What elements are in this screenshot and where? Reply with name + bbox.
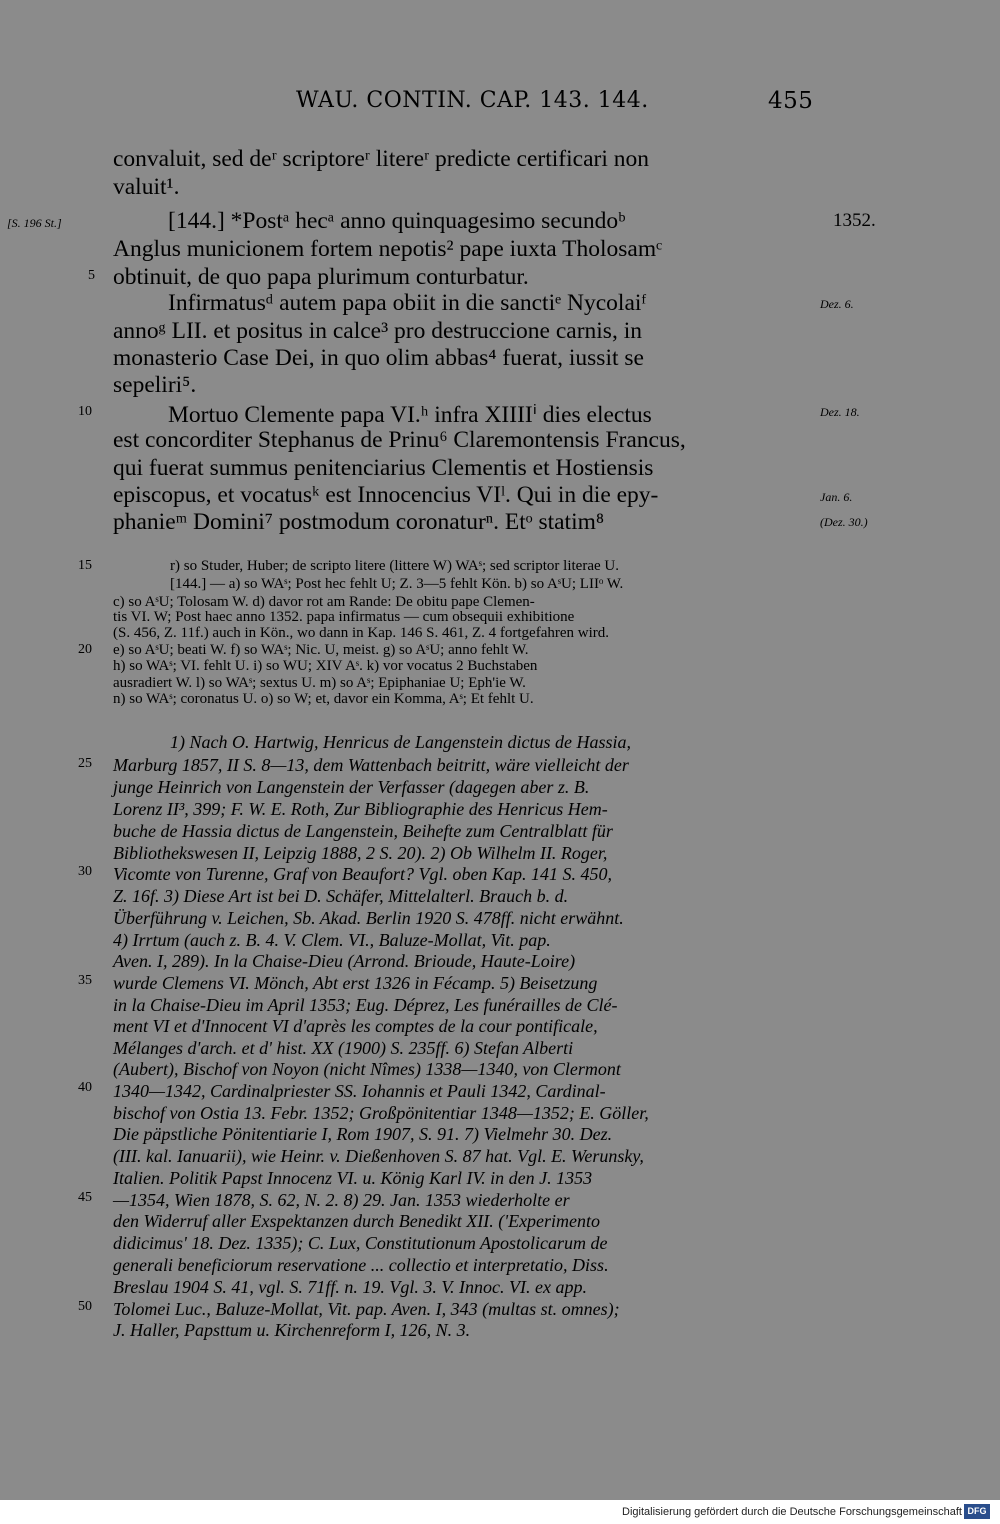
apparatus-line: r) so Studer, Huber; de scripto litere (littere W) WAˢ; sed scriptor literae U.: [170, 558, 619, 574]
line-number: 30: [78, 864, 92, 879]
margin-date: (Dez. 30.): [820, 515, 868, 529]
line-number: 35: [78, 973, 92, 988]
footnote-line: Aven. I, 289). In la Chaise-Dieu (Arrond. Brioude, Haute-Loire): [113, 951, 576, 971]
main-line: phanieᵐ Domini⁷ postmodum coronaturⁿ. Etᵒ statim⁸: [113, 509, 605, 535]
footnote-line: Die päpstliche Pönitentiarie I, Rom 1907, S. 91. 7) Vielmehr 30. Dez.: [113, 1124, 613, 1144]
apparatus-line: ausradiert W. l) so WAˢ; sextus U. m) so Aˢ; Epiphaniae U; Eph'ie W.: [113, 675, 526, 691]
footnote-line: wurde Clemens VI. Mönch, Abt erst 1326 in Fécamp. 5) Beisetzung: [113, 973, 598, 993]
margin-reference: [S. 196 St.]: [7, 216, 62, 230]
apparatus-line: n) so WAˢ; coronatus U. o) so W; et, davor ein Komma, Aˢ; Et fehlt U.: [113, 691, 534, 707]
main-line: monasterio Case Dei, in quo olim abbas⁴ fuerat, iussit se: [113, 345, 644, 371]
footnote-line: Italien. Politik Papst Innocenz VI. u. König Karl IV. in den J. 1353: [113, 1168, 593, 1188]
line-number: 5: [88, 268, 95, 283]
main-line: Mortuo Clemente papa VI.ʰ infra XIIIIⁱ dies electus: [168, 402, 652, 428]
main-line: episcopus, et vocatusᵏ est Innocencius VIˡ. Qui in die epy-: [113, 482, 659, 508]
line-number: 50: [78, 1299, 92, 1314]
line-number: 25: [78, 756, 92, 771]
footnote-line: buche de Hassia dictus de Langenstein, Beihefte zum Centralblatt für: [113, 821, 613, 841]
apparatus-line: (S. 456, Z. 11f.) auch in Kön., wo dann in Kap. 146 S. 461, Z. 4 fortgefahren wird.: [113, 625, 610, 641]
footnote-line: junge Heinrich von Langenstein der Verfasser (dagegen aber z. B.: [113, 777, 590, 797]
main-line: valuit¹.: [113, 174, 180, 200]
footnote-line: in la Chaise-Dieu im April 1353; Eug. Déprez, Les funérailles de Clé-: [113, 995, 618, 1015]
line-number: 15: [78, 558, 92, 573]
main-line: Infirmatusᵈ autem papa obiit in die sanctiᵉ Nycolaiᶠ: [168, 290, 647, 316]
line-number: 45: [78, 1190, 92, 1205]
footnote-line: Bibliothekswesen II, Leipzig 1888, 2 S. 20). 2) Ob Wilhelm II. Roger,: [113, 843, 608, 863]
main-line: obtinuit, de quo papa plurimum conturbatur.: [113, 264, 529, 290]
line-number: 40: [78, 1080, 92, 1095]
footnote-line: Vicomte von Turenne, Graf von Beaufort? Vgl. oben Kap. 141 S. 450,: [113, 864, 612, 884]
apparatus-line: h) so WAˢ; VI. fehlt U. i) so WU; XIV Aˢ. k) vor vocatus 2 Buchstaben: [113, 658, 538, 674]
footnote-line: generali beneficiorum reservatione ... collectio et interpretatio, Diss.: [113, 1255, 609, 1275]
footnote-line: Überführung v. Leichen, Sb. Akad. Berlin 1920 S. 478ff. nicht erwähnt.: [113, 908, 624, 928]
footnote-line: bischof von Ostia 13. Febr. 1352; Großpönitentiar 1348—1352; E. Göller,: [113, 1103, 649, 1123]
footnote-line: 1340—1342, Cardinalpriester SS. Iohannis et Pauli 1342, Cardinal-: [113, 1081, 606, 1101]
running-title: WAU. CONTIN. CAP. 143. 144.: [296, 88, 649, 113]
footnote-line: J. Haller, Papsttum u. Kirchenreform I, 126, N. 3.: [113, 1320, 471, 1340]
dfg-credit: Digitalisierung gefördert durch die Deutsche Forschungsgemeinschaft: [622, 1506, 962, 1518]
main-line: qui fuerat summus penitenciarius Clementis et Hostiensis: [113, 455, 654, 481]
footnote-line: (Aubert), Bischof von Noyon (nicht Nîmes) 1338—1340, von Clermont: [113, 1059, 621, 1079]
footnote-line: 4) Irrtum (auch z. B. 4. V. Clem. VI., Baluze-Mollat, Vit. pap.: [113, 930, 551, 950]
main-line: convaluit, sed deʳ scriptoreʳ litereʳ predicte certificari non: [113, 146, 650, 172]
margin-date: Dez. 6.: [820, 297, 854, 311]
page-number: 455: [768, 88, 814, 114]
main-line: sepeliri⁵.: [113, 372, 197, 398]
footnote-line: Mélanges d'arch. et d' hist. XX (1900) S. 235ff. 6) Stefan Alberti: [113, 1038, 574, 1058]
main-line: [144.] *Postᵃ hecᵃ anno quinquagesimo secundoᵇ: [168, 208, 626, 234]
footnote-line: Marburg 1857, II S. 8—13, dem Wattenbach beitritt, wäre vielleicht der: [113, 755, 629, 775]
footnote-line: Breslau 1904 S. 41, vgl. S. 71ff. n. 19. Vgl. 3. V. Innoc. VI. ex app.: [113, 1277, 587, 1297]
footnote-line: Z. 16f. 3) Diese Art ist bei D. Schäfer, Mittelalterl. Brauch b. d.: [113, 886, 569, 906]
footnote-line: 1) Nach O. Hartwig, Henricus de Langenstein dictus de Hassia,: [170, 732, 631, 752]
main-line: est concorditer Stephanus de Prinu⁶ Claremontensis Francus,: [113, 427, 686, 453]
footnote-line: ment VI et d'Innocent VI d'après les comptes de la cour pontificale,: [113, 1016, 598, 1036]
footnote-line: Lorenz II³, 399; F. W. E. Roth, Zur Bibliographie des Henricus Hem-: [113, 799, 608, 819]
apparatus-line: c) so AˢU; Tolosam W. d) davor rot am Rande: De obitu pape Clemen-: [113, 594, 535, 610]
footnote-line: den Widerruf aller Exspektanzen durch Benedikt XII. ('Experimento: [113, 1211, 601, 1231]
margin-date: Dez. 18.: [820, 405, 860, 419]
main-line: annoᵍ LII. et positus in calce³ pro destruccione carnis, in: [113, 318, 642, 344]
margin-date: Jan. 6.: [820, 490, 853, 504]
line-number: 10: [78, 404, 92, 419]
footnote-line: Tolomei Luc., Baluze-Mollat, Vit. pap. Aven. I, 343 (multas st. omnes);: [113, 1299, 620, 1319]
footnote-line: —1354, Wien 1878, S. 62, N. 2. 8) 29. Jan. 1353 wiederholte er: [113, 1190, 570, 1210]
line-number: 20: [78, 642, 92, 657]
dfg-logo: DFG: [964, 1504, 990, 1519]
apparatus-line: e) so AˢU; beati W. f) so WAˢ; Nic. U, meist. g) so AˢU; anno fehlt W.: [113, 642, 529, 658]
margin-year: 1352.: [833, 210, 876, 231]
footnote-line: didicimus' 18. Dez. 1335); C. Lux, Constitutionum Apostolicarum de: [113, 1233, 608, 1253]
apparatus-line: tis VI. W; Post haec anno 1352. papa infirmatus — cum obsequii exhibitione: [113, 609, 575, 625]
footnote-line: (III. kal. Ianuarii), wie Heinr. v. Dießenhoven S. 87 hat. Vgl. E. Werunsky,: [113, 1146, 644, 1166]
main-line: Anglus municionem fortem nepotis² pape iuxta Tholosamᶜ: [113, 236, 663, 262]
apparatus-line: [144.] — a) so WAˢ; Post hec fehlt U; Z. 3—5 fehlt Kön. b) so AˢU; LIIᵒ W.: [170, 576, 624, 592]
